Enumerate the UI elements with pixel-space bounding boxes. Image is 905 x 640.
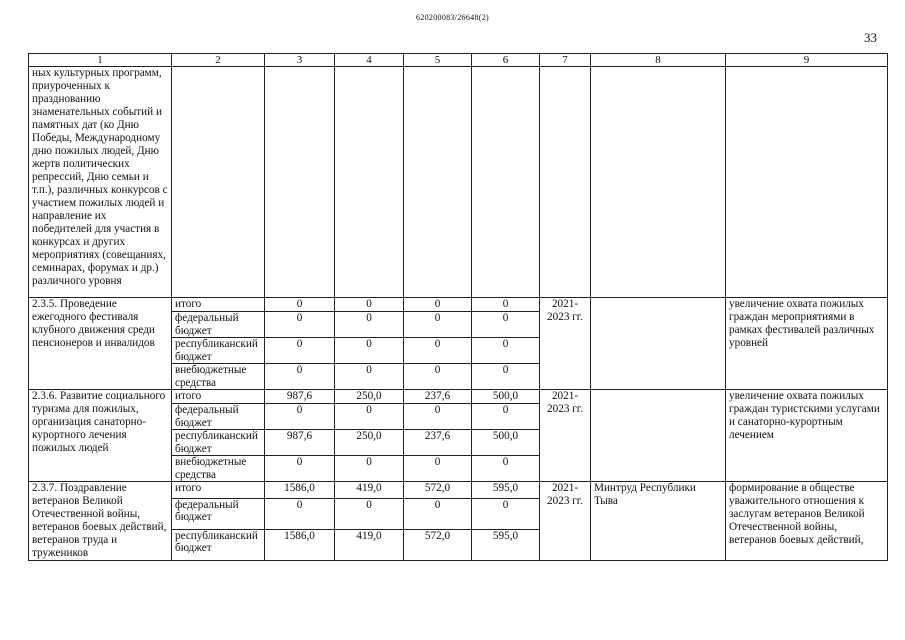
amount-2023: 0 <box>472 404 540 430</box>
amount-2021: 250,0 <box>335 430 404 456</box>
amount-2023: 595,0 <box>472 482 540 499</box>
page-number: 33 <box>864 30 877 45</box>
funding-source: итого <box>172 482 265 499</box>
expected-result: увеличение охвата пожилых граждан мероприятиями в рамках фестивалей различных уровней <box>726 298 888 390</box>
amount-total: 0 <box>265 456 335 482</box>
funding-source: федеральный бюджет <box>172 404 265 430</box>
amount-total: 987,6 <box>265 390 335 404</box>
amount-2023: 0 <box>472 456 540 482</box>
column-header: 4 <box>335 54 404 67</box>
period: 2021-2023 гг. <box>540 482 591 561</box>
amount-2022: 0 <box>404 312 472 338</box>
amount-total: 987,6 <box>265 430 335 456</box>
amount-2022: 0 <box>404 364 472 390</box>
column-number-row <box>29 54 888 67</box>
amount-total: 0 <box>265 338 335 364</box>
table-row <box>29 482 888 499</box>
funding-source: республиканский бюджет <box>172 338 265 364</box>
amount-2023: 0 <box>472 338 540 364</box>
amount-2022: 572,0 <box>404 529 472 560</box>
amount-total: 0 <box>265 312 335 338</box>
funding-source: федеральный бюджет <box>172 498 265 529</box>
funding-source: республиканский бюджет <box>172 430 265 456</box>
amount-2021: 0 <box>335 498 404 529</box>
amount-2023: 500,0 <box>472 390 540 404</box>
amount-2021: 0 <box>335 338 404 364</box>
executor: Минтруд Республики Тыва <box>591 482 726 561</box>
amount-total: 0 <box>265 498 335 529</box>
measure-name: 2.3.7. Поздравление ветеранов Великой Отечественной войны, ветеранов боевых действий, ветеранов труда и тружеников <box>29 482 172 561</box>
amount-2022: 0 <box>404 298 472 312</box>
table-row <box>29 298 888 312</box>
amount-total: 1586,0 <box>265 482 335 499</box>
amount-2023: 0 <box>472 298 540 312</box>
period: 2021-2023 гг. <box>540 390 591 482</box>
amount-2021: 0 <box>335 364 404 390</box>
amount-total: 0 <box>265 298 335 312</box>
column-header: 8 <box>591 54 726 67</box>
amount-total: 0 <box>265 404 335 430</box>
amount-2022: 0 <box>404 404 472 430</box>
continuation-text: ных культурных программ, приуроченных к празднованию знаменательных событий и памятных дат (ко Дню Победы, Международному дню пожилых людей, Дню жертв политических репрессий, Дню семьи и т.п.), различных конкурсов с участием пожилых людей и направление их победителей для участия в конкурсах и других мероприятиях (совещаниях, семинарах, форумах и др.) различного уровня <box>29 67 172 298</box>
amount-total: 1586,0 <box>265 529 335 560</box>
column-header: 1 <box>29 54 172 67</box>
measure-name: 2.3.5. Проведение ежегодного фестиваля клубного движения среди пенсионеров и инвалидов <box>29 298 172 390</box>
amount-2023: 0 <box>472 312 540 338</box>
column-header: 2 <box>172 54 265 67</box>
amount-2022: 237,6 <box>404 390 472 404</box>
amount-2022: 237,6 <box>404 430 472 456</box>
amount-2023: 500,0 <box>472 430 540 456</box>
funding-source: итого <box>172 298 265 312</box>
funding-source: внебюджетные средства <box>172 364 265 390</box>
executor <box>591 390 726 482</box>
column-header: 9 <box>726 54 888 67</box>
amount-2021: 0 <box>335 298 404 312</box>
amount-2023: 0 <box>472 364 540 390</box>
expected-result: формирование в обществе уважительного отношения к заслугам ветеранов Великой Отечественной войны, ветеранов боевых действий, <box>726 482 888 561</box>
column-header: 5 <box>404 54 472 67</box>
amount-2021: 0 <box>335 456 404 482</box>
period: 2021-2023 гг. <box>540 298 591 390</box>
funding-source: внебюджетные средства <box>172 456 265 482</box>
amount-total: 0 <box>265 364 335 390</box>
amount-2022: 0 <box>404 498 472 529</box>
column-header: 7 <box>540 54 591 67</box>
expected-result: увеличение охвата пожилых граждан туристскими услугами и санаторно-курортным лечением <box>726 390 888 482</box>
amount-2021: 419,0 <box>335 482 404 499</box>
amount-2021: 250,0 <box>335 390 404 404</box>
measure-name: 2.3.6. Развитие социального туризма для пожилых, организация санаторно-курортного лечения пожилых людей <box>29 390 172 482</box>
amount-2022: 0 <box>404 338 472 364</box>
executor <box>591 298 726 390</box>
table-row <box>29 390 888 404</box>
column-header: 3 <box>265 54 335 67</box>
amount-2023: 0 <box>472 498 540 529</box>
amount-2021: 419,0 <box>335 529 404 560</box>
amount-2023: 595,0 <box>472 529 540 560</box>
funding-source: итого <box>172 390 265 404</box>
document-code: 620200083/26648(2) <box>416 13 489 22</box>
column-header: 6 <box>472 54 540 67</box>
continuation-row <box>29 67 888 298</box>
funding-source: республиканский бюджет <box>172 529 265 560</box>
amount-2022: 572,0 <box>404 482 472 499</box>
funding-source: федеральный бюджет <box>172 312 265 338</box>
amount-2021: 0 <box>335 312 404 338</box>
amount-2021: 0 <box>335 404 404 430</box>
amount-2022: 0 <box>404 456 472 482</box>
program-table <box>28 53 888 561</box>
